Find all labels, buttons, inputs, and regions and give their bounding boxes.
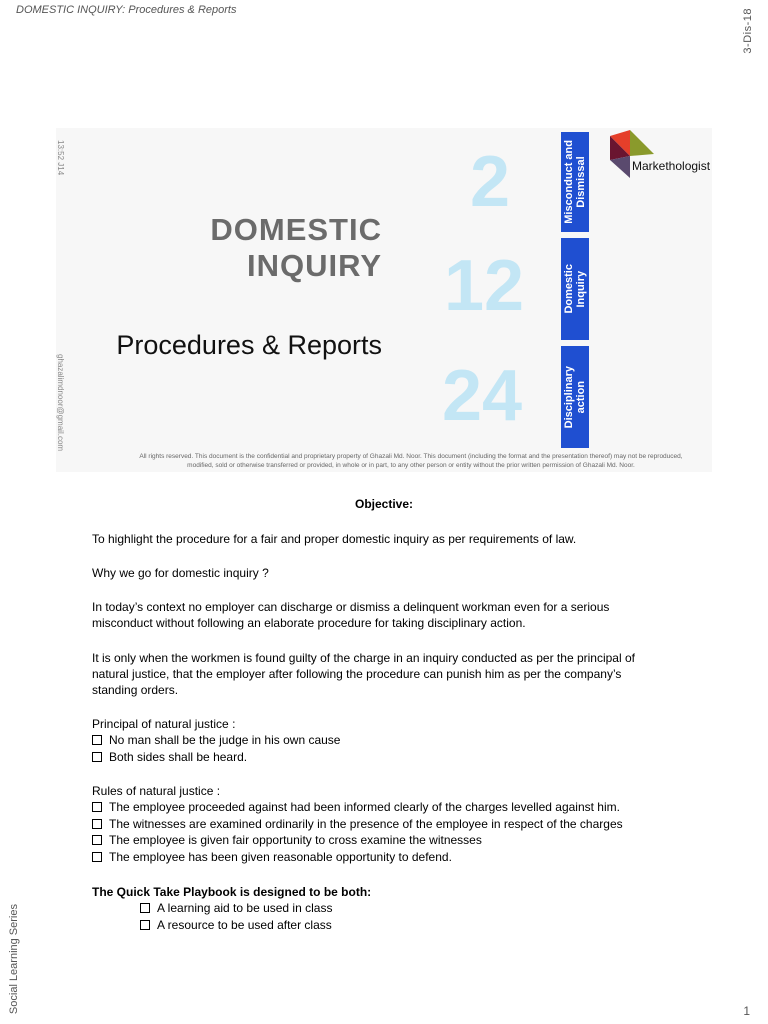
playbook-section: [92, 884, 652, 933]
big-number-12: 12: [444, 246, 525, 326]
rules-heading: Rules of natural justice :: [92, 784, 221, 798]
logo-text: Markethologist: [632, 159, 711, 173]
tab-label: Disciplinary action: [563, 365, 587, 429]
checkbox-icon: [92, 835, 102, 845]
list-item: The employee is given fair opportunity to cross examine the witnesses: [92, 832, 692, 849]
checkbox-icon: [140, 920, 150, 930]
list-item: The witnesses are examined ordinarily in the presence of the employee in respect of the charges: [92, 816, 692, 833]
slide-title-line2: INQUIRY: [246, 248, 382, 283]
slide-side-label: 13:52 J14: [56, 140, 65, 176]
playbook-list: [92, 900, 652, 933]
list-item: The employee has been given reasonable opportunity to defend.: [92, 849, 692, 866]
tab-domestic-inquiry: [561, 238, 589, 340]
rules-section: [92, 783, 692, 865]
checkbox-icon: [92, 752, 102, 762]
slide-title-line1: DOMESTIC: [210, 212, 382, 247]
why-heading: Why we go for domestic inquiry ?: [92, 566, 269, 580]
tab-label: Domestic Inquiry: [563, 264, 587, 314]
big-number-24: 24: [442, 356, 523, 436]
checkbox-icon: [92, 819, 102, 829]
principal-section: [92, 716, 652, 765]
objective-heading: Objective:: [354, 497, 414, 511]
guilty-paragraph: It is only when the workmen is found guilty of the charge in an inquiry conducted as per the principal of natural justice, that the employer after following the procedure can punish him as per the company’s standing orders.: [92, 651, 635, 697]
principal-list: [92, 732, 652, 765]
context-paragraph: In today’s context no employer can discharge or dismiss a delinquent workman even for a serious misconduct without following an elaborate procedure for taking disciplinary action.: [92, 600, 610, 630]
big-number-2: 2: [470, 142, 511, 222]
document-header-title: DOMESTIC INQUIRY: Procedures & Reports: [16, 4, 237, 16]
footer-series: Social Learning Series: [8, 903, 20, 1014]
checkbox-icon: [140, 903, 150, 913]
checkbox-icon: [92, 735, 102, 745]
list-item: The employee proceeded against had been informed clearly of the charges levelled against him.: [92, 799, 692, 816]
principal-heading: Principal of natural justice :: [92, 717, 236, 731]
list-item: Both sides shall be heard.: [92, 749, 652, 766]
list-item: A resource to be used after class: [140, 917, 652, 934]
slide-title: [210, 212, 382, 284]
tab-label: Misconduct and Dismissal: [563, 140, 587, 224]
slide-side-email: ghazalimdnoor@gmail.com: [56, 354, 65, 452]
playbook-heading: The Quick Take Playbook is designed to be both:: [92, 885, 372, 899]
slide-subtitle: Procedures & Reports: [116, 330, 382, 360]
objective-text: To highlight the procedure for a fair and proper domestic inquiry as per requirements of law.: [92, 532, 577, 546]
tab-misconduct-dismissal: [561, 132, 589, 232]
page-number: 1: [743, 1004, 750, 1018]
tab-disciplinary-action: [561, 346, 589, 448]
list-item: No man shall be the judge in his own cause: [92, 732, 652, 749]
markethologist-logo-icon: [604, 130, 711, 182]
title-slide: [56, 128, 712, 472]
slide-copyright: All rights reserved. This document is the confidential and proprietary property of Ghazali Md. Noor. This document (including the format and the presentation thereof) may not be reproduced, modified, sold or otherwise transferred or provided, in whole or in part, to any other person or entity without the prior written permission of Ghazali Md. Noor.: [139, 453, 683, 469]
rules-list: [92, 799, 692, 865]
checkbox-icon: [92, 852, 102, 862]
checkbox-icon: [92, 802, 102, 812]
document-date: 3-Dis-18: [742, 8, 754, 54]
list-item: A learning aid to be used in class: [140, 900, 652, 917]
